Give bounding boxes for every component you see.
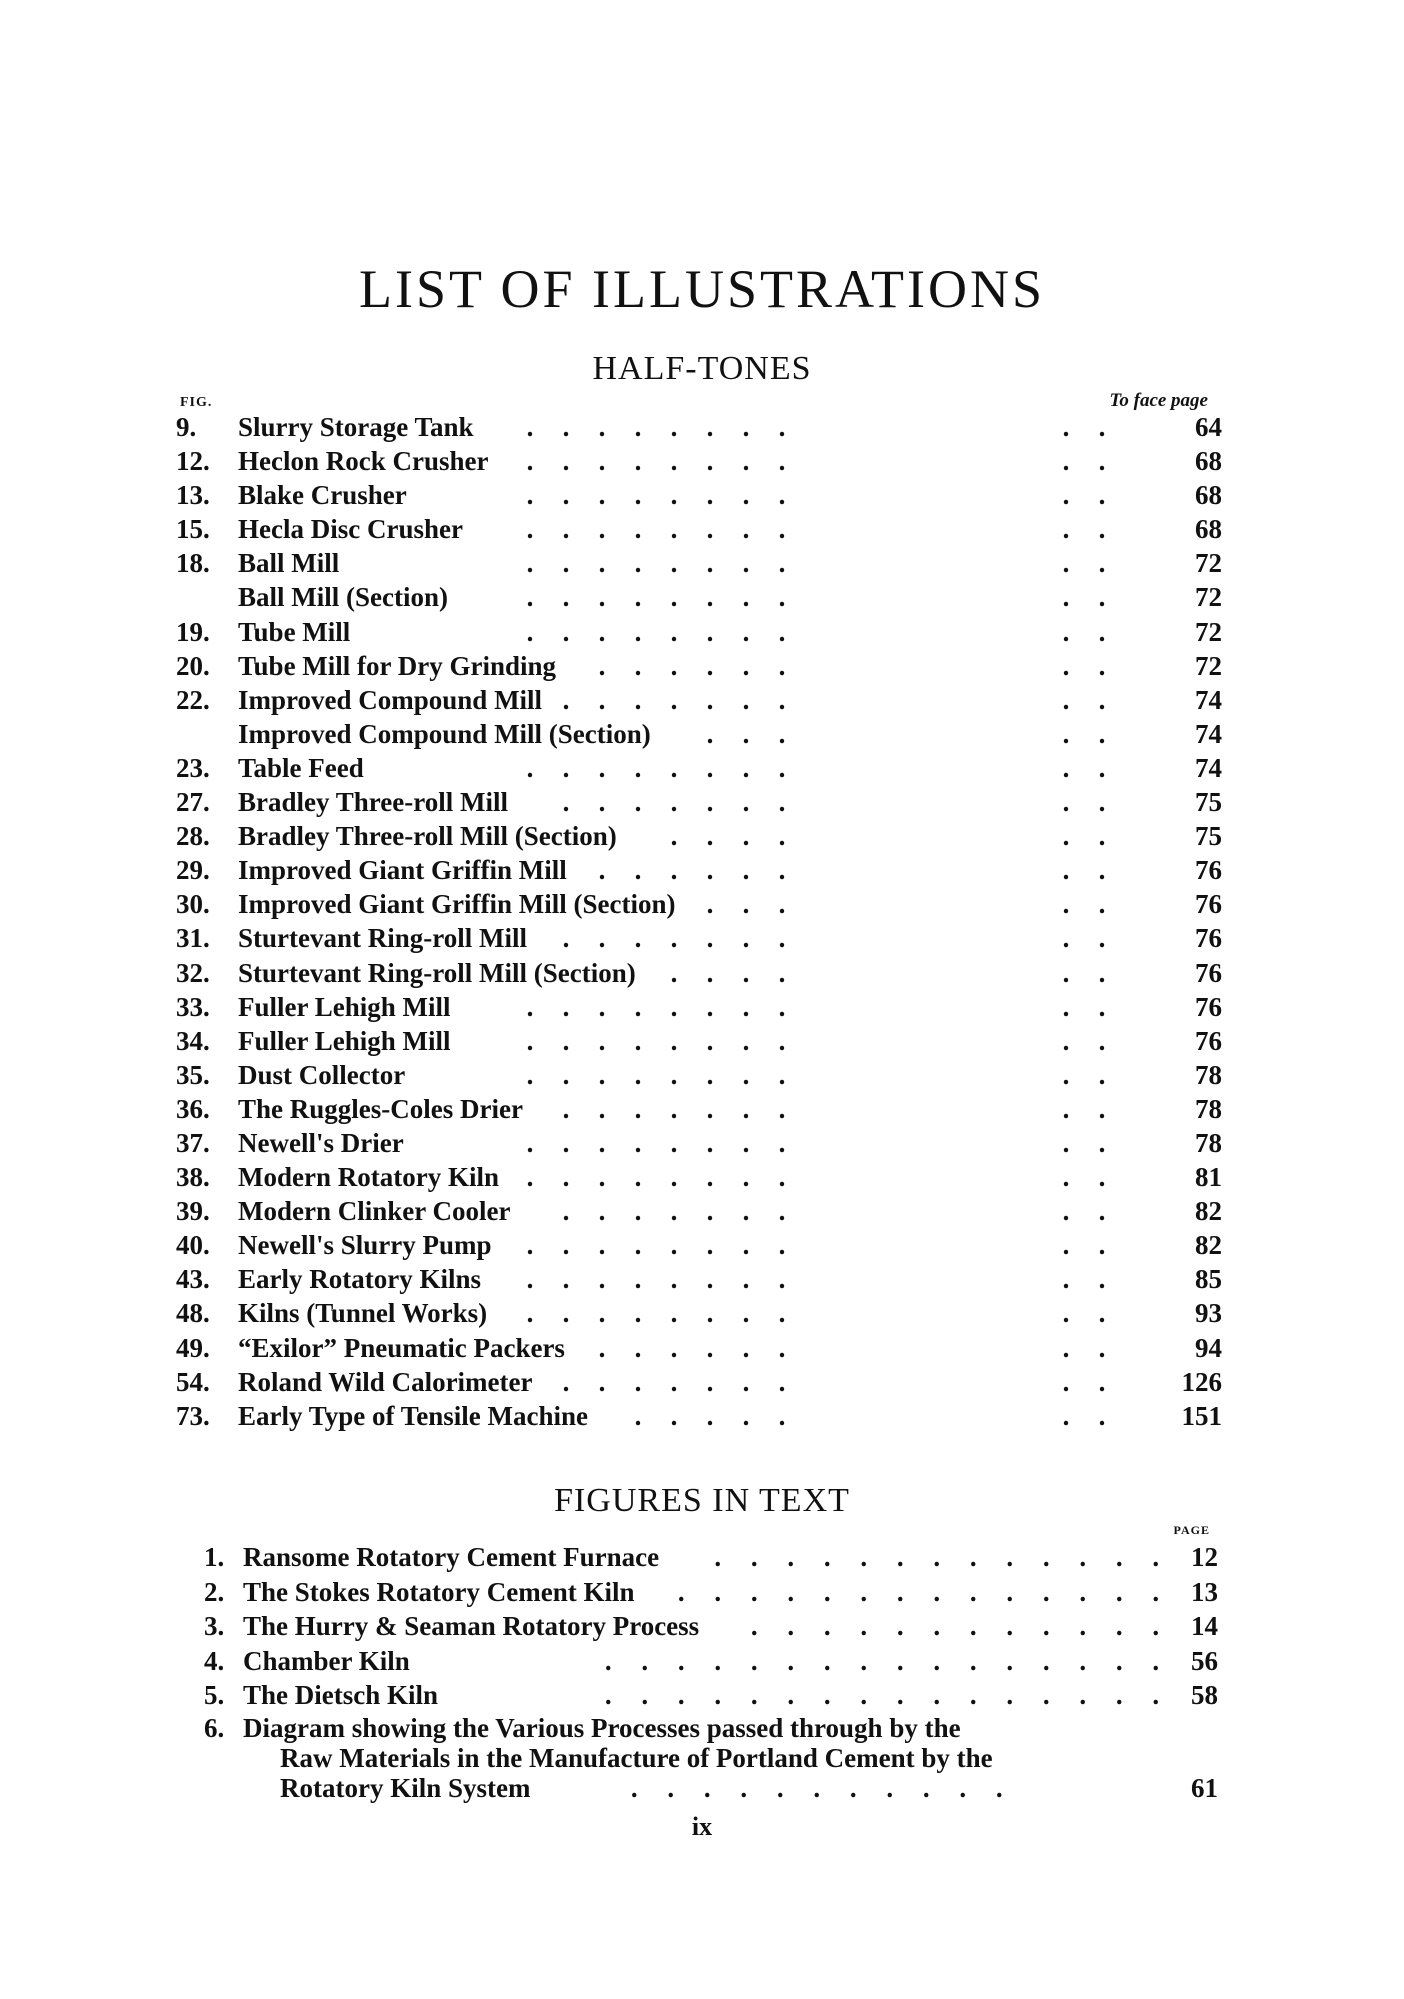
leader-dots: . . [1062,787,1106,818]
leader-dots: . . . . . . . [562,1366,786,1397]
leader-dots: . . . . . . . . [526,1264,786,1295]
list-item [0,751,1404,785]
page-number: 64 [1195,412,1222,442]
page-number: 58 [1191,1680,1218,1710]
page-number: 75 [1195,821,1222,852]
list-item [0,1228,1404,1262]
leader-dots: . . . . . [634,1400,786,1431]
fig-number: 2. [204,1576,225,1607]
list-item [0,1609,1404,1644]
leader-dots: . . [1062,650,1106,681]
entry-title: Kilns (Tunnel Works) [238,1298,488,1329]
fig-number: 37. [176,1127,210,1158]
page-number: 126 [1181,1366,1222,1397]
entry-title: “Exilor” Pneumatic Packers [238,1332,565,1363]
entry-title: Tube Mill [238,616,351,647]
page-column-label: PAGE [1173,1523,1210,1537]
entry-title: The Dietsch Kiln [243,1680,439,1710]
fig-number: 29. [176,855,210,886]
leader-dots: . . [1062,1332,1106,1363]
fig-number: 27. [176,787,210,818]
list-item [0,887,1404,921]
list-item [0,990,1404,1024]
leader-dots: . . [1062,1264,1106,1295]
fig-number: 38. [176,1162,210,1193]
fig-number: 5. [204,1680,225,1710]
list-item [0,1160,1404,1194]
entry-title: Modern Clinker Cooler [238,1196,511,1227]
leader-dots: . . . . . . . . [526,412,786,442]
fig-number: 34. [176,1025,210,1056]
list-item [0,717,1404,751]
leader-dots: . . . . . . . [562,787,786,818]
entry-title: Improved Compound Mill (Section) [238,718,651,749]
leader-dots: . . . . . . . . [526,752,786,783]
page-number: 81 [1195,1162,1222,1193]
fig-number: 73. [176,1400,210,1431]
list-item-diagram [0,1713,1404,1805]
list-item [0,444,1404,478]
leader-dots: . . . . . . . . [526,548,786,579]
entry-title: The Hurry & Seaman Rotatory Process [243,1611,700,1641]
entry-title: Early Type of Tensile Machine [238,1400,589,1431]
list-item [0,512,1404,546]
entry-title-line-3: Rotatory Kiln System [280,1772,531,1803]
leader-dots: . . . . [670,957,786,988]
to-face-page-label: To face page [1109,390,1208,411]
entry-title: Improved Compound Mill [238,684,543,715]
page-number: 14 [1191,1611,1218,1641]
leader-dots: . . [1062,718,1106,749]
list-item [0,649,1404,683]
entry-title: Heclon Rock Crusher [238,446,489,477]
entry-title-line-1: Diagram showing the Various Processes passed through by the [243,1712,961,1743]
page-number: 68 [1195,514,1222,545]
leader-dots: . . . . . . [598,855,786,886]
leader-dots: . . . . . . . [562,684,786,715]
leader-dots: . . . . . . . [562,923,786,954]
list-item [0,956,1404,990]
list-item [0,546,1404,580]
fig-column-label: FIG. [180,395,213,410]
leader-dots: . . [1062,752,1106,783]
leader-dots: . . [1062,446,1106,477]
fig-number: 28. [176,821,210,852]
fig-number: 6. [204,1712,225,1743]
leader-dots: . . . . . . [598,1332,786,1363]
fig-number: 40. [176,1230,210,1261]
fig-number: 12. [176,446,210,477]
page-number: 151 [1181,1400,1222,1431]
list-item [0,410,1404,444]
entry-title: Improved Giant Griffin Mill (Section) [238,889,676,920]
leader-dots: . . . [706,718,786,749]
fig-number: 54. [176,1366,210,1397]
list-item [0,580,1404,614]
page-number: 76 [1195,1025,1222,1056]
entry-title: Sturtevant Ring-roll Mill [238,923,527,954]
fig-number: 18. [176,548,210,579]
list-item [0,1194,1404,1228]
list-item [0,478,1404,512]
entry-title: The Ruggles-Coles Drier [238,1093,523,1124]
leader-dots: . . . . . . . . [526,582,786,613]
leader-dots: . . . . . . . [562,1093,786,1124]
page-number: 72 [1195,548,1222,579]
leader-dots: . . . . . . . . [526,991,786,1022]
list-item [0,819,1404,853]
leader-dots: . . [1062,889,1106,920]
leader-dots: . . [1062,582,1106,613]
leader-dots: . . . . . . . . . . . . [750,1611,1160,1641]
entry-title: Bradley Three-roll Mill [238,787,508,818]
leader-dots: . . [1062,480,1106,511]
fig-number: 36. [176,1093,210,1124]
fig-number: 32. [176,957,210,988]
entry-title: Ball Mill [238,548,340,579]
leader-dots: . . [1062,855,1106,886]
page-number: 68 [1195,446,1222,477]
leader-dots: . . [1062,1230,1106,1261]
leader-dots: . . . . . . . . [526,1059,786,1090]
page-number: 12 [1191,1542,1218,1572]
leader-dots: . . [1062,616,1106,647]
page-number: 74 [1195,752,1222,783]
entry-title-line-2: Raw Materials in the Manufacture of Portland Cement by the [280,1742,993,1773]
list-item [0,1365,1404,1399]
list-item [0,1024,1404,1058]
entry-title: Slurry Storage Tank [238,412,474,442]
entry-title: Dust Collector [238,1059,406,1090]
fig-number: 49. [176,1332,210,1363]
entry-title: Roland Wild Calorimeter [238,1366,533,1397]
leader-dots: . . . . . . . . [526,1298,786,1329]
entry-title: Fuller Lehigh Mill [238,991,451,1022]
leader-dots: . . . . . . . . . . . . . [714,1542,1160,1572]
list-item [0,1575,1404,1610]
half-tones-list [0,410,1404,1433]
leader-dots: . . . . . . . [562,1196,786,1227]
leader-dots: . . [1062,1059,1106,1090]
entry-title: Table Feed [238,752,364,783]
leader-dots: . . [1062,821,1106,852]
fig-number: 19. [176,616,210,647]
page-number: 76 [1195,889,1222,920]
leader-dots: . . . . [670,821,786,852]
list-item [0,853,1404,887]
leader-dots: . . . . . . . . . . . . . . . . [604,1645,1160,1676]
page-number: 85 [1195,1264,1222,1295]
fig-number: 35. [176,1059,210,1090]
entry-title: Modern Rotatory Kiln [238,1162,499,1193]
leader-dots: . . . [706,889,786,920]
list-item [0,785,1404,819]
leader-dots: . . . . . . . . . . . . . . [677,1576,1160,1607]
leader-dots: . . [1062,1025,1106,1056]
leader-dots: . . [1062,514,1106,545]
leader-dots: . . . . . . . . [526,1162,786,1193]
entry-title: Hecla Disc Crusher [238,514,463,545]
leader-dots: . . [1062,957,1106,988]
page-number: 76 [1195,855,1222,886]
page-number: 93 [1195,1298,1222,1329]
leader-dots: . . . . . . . . [526,1127,786,1158]
fig-number: 30. [176,889,210,920]
entry-title: Bradley Three-roll Mill (Section) [238,821,617,852]
fig-number: 20. [176,650,210,681]
figures-in-text-heading: FIGURES IN TEXT [554,1482,850,1519]
page-number: 56 [1191,1645,1218,1676]
leader-dots: . . [1062,548,1106,579]
entry-title: Fuller Lehigh Mill [238,1025,451,1056]
list-item [0,1331,1404,1365]
fig-number: 43. [176,1264,210,1295]
leader-dots: . . [1062,923,1106,954]
fig-number: 1. [204,1542,225,1572]
leader-dots: . . . . . . [598,650,786,681]
leader-dots: . . [1062,991,1106,1022]
entry-title: Ball Mill (Section) [238,582,448,613]
page-number: 74 [1195,718,1222,749]
list-item [0,1540,1404,1575]
list-item [0,1262,1404,1296]
page-number: 78 [1195,1059,1222,1090]
leader-dots: . . . . . . . . . . . . . . . . [604,1680,1160,1710]
fig-number: 39. [176,1196,210,1227]
fig-number: 48. [176,1298,210,1329]
entry-title: Blake Crusher [238,480,407,511]
entry-title: Newell's Slurry Pump [238,1230,492,1261]
leader-dots: . . [1062,1366,1106,1397]
list-item [0,1644,1404,1679]
page-number: 82 [1195,1230,1222,1261]
page-number: 68 [1195,480,1222,511]
leader-dots: . . [1062,412,1106,442]
leader-dots: . . [1062,1298,1106,1329]
list-item [0,1296,1404,1330]
leader-dots: . . . . . . . . [526,1230,786,1261]
fig-number: 9. [176,412,197,442]
list-item [0,1126,1404,1160]
page-title: LIST OF ILLUSTRATIONS [358,259,1046,319]
leader-dots: . . [1062,1162,1106,1193]
entry-title: Ransome Rotatory Cement Furnace [243,1542,660,1572]
leader-dots: . . . . . . . . . . . [630,1772,1003,1803]
figures-in-text-list [0,1540,1404,1805]
entry-title: Improved Giant Griffin Mill [238,855,567,886]
page-number: 78 [1195,1127,1222,1158]
page-number: 61 [1191,1772,1218,1803]
page-number: 82 [1195,1196,1222,1227]
fig-number: 22. [176,684,210,715]
page-number: 72 [1195,616,1222,647]
list-item [0,615,1404,649]
page-number: 94 [1195,1332,1222,1363]
page-number: 76 [1195,991,1222,1022]
list-item [0,683,1404,717]
entry-title: The Stokes Rotatory Cement Kiln [243,1576,635,1607]
leader-dots: . . . . . . . . [526,446,786,477]
leader-dots: . . . . . . . . [526,616,786,647]
fig-number: 3. [204,1611,225,1641]
list-item [0,1399,1404,1433]
fig-number: 33. [176,991,210,1022]
entry-title: Chamber Kiln [243,1645,410,1676]
list-item [0,921,1404,955]
leader-dots: . . . . . . . . [526,514,786,545]
list-item [0,1678,1404,1713]
fig-number: 23. [176,752,210,783]
page-number: 72 [1195,650,1222,681]
fig-number: 15. [176,514,210,545]
fig-number: 13. [176,480,210,511]
page-number: 76 [1195,923,1222,954]
entry-title: Early Rotatory Kilns [238,1264,481,1295]
leader-dots: . . [1062,1196,1106,1227]
page-number: 72 [1195,582,1222,613]
entry-title: Tube Mill for Dry Grinding [238,650,557,681]
leader-dots: . . [1062,1093,1106,1124]
half-tones-heading: HALF-TONES [592,350,812,387]
leader-dots: . . [1062,1127,1106,1158]
leader-dots: . . . . . . . . [526,1025,786,1056]
fig-number: 31. [176,923,210,954]
entry-title: Sturtevant Ring-roll Mill (Section) [238,957,636,988]
leader-dots: . . [1062,684,1106,715]
fig-number: 4. [204,1645,225,1676]
folio-page-number: ix [691,1812,713,1841]
list-item [0,1058,1404,1092]
page-number: 75 [1195,787,1222,818]
page-number: 13 [1191,1576,1218,1607]
entry-title: Newell's Drier [238,1127,404,1158]
leader-dots: . . [1062,1400,1106,1431]
page-number: 74 [1195,684,1222,715]
page-number: 76 [1195,957,1222,988]
leader-dots: . . . . . . . . [526,480,786,511]
list-item [0,1092,1404,1126]
page-number: 78 [1195,1093,1222,1124]
